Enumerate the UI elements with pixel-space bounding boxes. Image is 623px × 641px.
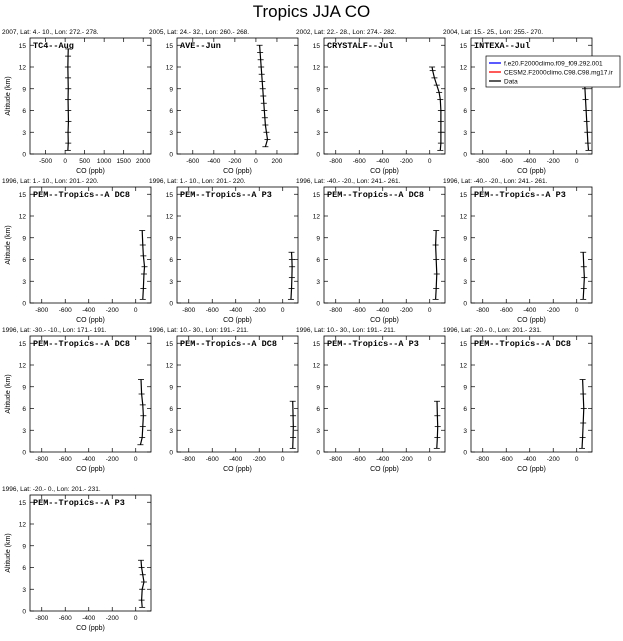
x-tick-label: 1000 [96,158,112,165]
x-tick-label: -400 [82,307,96,314]
x-tick-label: -800 [476,456,490,463]
y-tick-label: 0 [22,151,26,159]
data-line [293,401,294,448]
y-tick-label: 0 [463,151,467,159]
x-tick-label: -500 [39,158,53,165]
y-tick-label: 0 [463,449,467,457]
panel-frame [30,38,151,154]
y-tick-label: 9 [463,86,467,94]
legend-label: Data [504,78,518,86]
y-tick-label: 3 [169,427,173,435]
y-tick-label: 0 [316,449,320,457]
y-tick-label: 12 [312,362,320,370]
panel-header: 1996, Lat: -20.- 0., Lon: 201.- 231. [443,327,542,334]
panel-frame [30,495,151,611]
x-axis-label: CO (ppb) [370,466,399,473]
x-axis-label: CO (ppb) [76,168,105,175]
x-tick-label: -800 [35,456,49,463]
x-tick-label: 0 [63,158,67,165]
panel-frame [324,38,445,154]
y-tick-label: 12 [18,362,26,370]
y-tick-label: 0 [463,300,467,308]
panel-header: 1996, Lat: -40.- -20., Lon: 241.- 261. [443,178,548,185]
campaign-label: PEM--Tropics--A DC8 [33,339,130,349]
panel-header: 2004, Lat: 15.- 25., Lon: 255.- 270. [443,29,544,36]
campaign-label: AVE--Jun [180,41,221,51]
x-tick-label: -600 [352,456,366,463]
y-tick-label: 15 [312,42,320,50]
panel-frame [177,38,298,154]
y-tick-label: 15 [165,191,173,199]
panel-frame [30,187,151,303]
x-tick-label: -400 [523,456,537,463]
y-tick-label: 6 [169,406,173,413]
x-tick-label: 0 [427,307,432,314]
panel-frame [324,336,445,452]
y-tick-label: 3 [316,278,320,286]
y-tick-label: 3 [316,427,320,435]
x-tick-label: 0 [254,158,258,165]
y-tick-label: 9 [22,543,26,551]
campaign-label: PEM--Tropics--A P3 [474,190,566,200]
y-tick-label: 12 [312,213,320,221]
y-tick-label: 15 [18,191,26,199]
x-tick-label: -600 [205,307,219,314]
data-line [432,67,441,150]
x-tick-label: 2000 [135,158,151,165]
y-tick-label: 6 [22,406,26,413]
x-tick-label: -200 [105,307,119,314]
y-tick-label: 6 [463,257,467,264]
x-axis-label: CO (ppb) [517,168,546,175]
campaign-label: TC4--Aug [33,41,74,51]
x-tick-label: -800 [476,158,490,165]
x-tick-label: 0 [133,307,138,314]
y-tick-label: 15 [459,340,467,348]
panel-frame [324,187,445,303]
y-tick-label: 12 [459,213,467,221]
y-axis-label: Altitude (km) [5,225,12,265]
y-tick-label: 3 [463,427,467,435]
y-tick-label: 12 [165,362,173,370]
x-tick-label: 0 [427,158,432,165]
panel-header: 1996, Lat: -20.- 0., Lon: 201.- 231. [2,486,101,493]
y-tick-label: 15 [459,42,467,50]
y-tick-label: 15 [18,499,26,507]
x-tick-label: -200 [546,158,560,165]
x-tick-label: 1500 [116,158,131,165]
x-axis-label: CO (ppb) [223,317,252,324]
x-tick-label: -200 [105,456,119,463]
y-tick-label: 15 [18,340,26,348]
campaign-label: PEM--Tropics--A DC8 [180,339,277,349]
campaign-label: PEM--Tropics--A DC8 [327,190,424,200]
x-tick-label: -600 [58,615,72,622]
y-tick-label: 0 [22,449,26,457]
x-tick-label: -600 [205,456,219,463]
y-tick-label: 6 [22,108,26,115]
x-tick-label: -600 [499,307,513,314]
x-tick-label: -200 [399,456,413,463]
campaign-label: PEM--Tropics--A P3 [180,190,272,200]
y-tick-label: 12 [18,521,26,529]
x-tick-label: -400 [523,307,537,314]
campaign-label: CRYSTALF--Jul [327,41,394,51]
y-tick-label: 6 [22,257,26,264]
x-tick-label: -600 [352,307,366,314]
x-axis-label: CO (ppb) [76,466,105,473]
x-tick-label: -600 [499,456,513,463]
panel-header: 1996, Lat: 1.- 10., Lon: 201.- 220. [149,178,246,185]
x-tick-label: -400 [82,456,96,463]
data-line [436,231,437,300]
data-line [142,231,144,300]
panel-header: 2002, Lat: 22.- 28., Lon: 274.- 282. [296,29,397,36]
y-tick-label: 15 [312,340,320,348]
x-tick-label: -800 [182,456,196,463]
x-tick-label: 0 [280,307,285,314]
x-axis-label: CO (ppb) [223,466,252,473]
y-tick-label: 12 [165,64,173,72]
x-tick-label: -200 [546,307,560,314]
y-tick-label: 3 [22,278,26,286]
x-tick-label: -600 [186,158,200,165]
x-tick-label: -200 [252,456,266,463]
y-tick-label: 6 [463,406,467,413]
x-tick-label: 0 [574,158,579,165]
x-tick-label: -600 [352,158,366,165]
y-tick-label: 3 [316,129,320,137]
y-tick-label: 6 [169,108,173,115]
x-tick-label: -400 [82,615,96,622]
x-tick-label: -600 [58,456,72,463]
y-tick-label: 15 [165,340,173,348]
x-tick-label: -400 [229,456,243,463]
x-tick-label: -800 [35,615,49,622]
y-axis-label: Altitude (km) [5,374,12,414]
campaign-label: PEM--Tropics--A DC8 [33,190,130,200]
panel-frame [471,187,592,303]
panel-frame [177,187,298,303]
y-tick-label: 3 [22,129,26,137]
x-axis-label: CO (ppb) [517,466,546,473]
figure-title: Tropics JJA CO [252,2,371,21]
y-tick-label: 3 [22,427,26,435]
x-tick-label: 500 [79,158,91,165]
x-tick-label: -200 [546,456,560,463]
campaign-label: PEM--Tropics--A P3 [33,498,125,508]
y-tick-label: 0 [22,300,26,308]
x-tick-label: 0 [574,307,579,314]
x-tick-label: -800 [329,307,343,314]
legend-label: CESM2.F2000climo.C98.C98.mg17.ir [504,69,613,77]
campaign-label: PEM--Tropics--A DC8 [474,339,571,349]
x-tick-label: 0 [133,615,138,622]
x-tick-label: -400 [376,456,390,463]
panel-frame [177,336,298,452]
y-tick-label: 6 [316,108,320,115]
x-tick-label: 0 [133,456,138,463]
panel-header: 1996, Lat: 10.- 30., Lon: 191.- 211. [149,327,249,334]
x-axis-label: CO (ppb) [517,317,546,324]
x-tick-label: -800 [329,158,343,165]
x-tick-label: -800 [182,307,196,314]
panel-header: 1996, Lat: 10.- 30., Lon: 191.- 211. [296,327,396,334]
y-tick-label: 15 [165,42,173,50]
y-axis-label: Altitude (km) [5,533,12,573]
y-tick-label: 3 [169,129,173,137]
x-tick-label: -600 [499,158,513,165]
y-tick-label: 6 [169,257,173,264]
data-line [140,380,143,445]
panel-frame [471,38,592,154]
y-tick-label: 0 [169,300,173,308]
x-axis-label: CO (ppb) [223,168,252,175]
x-axis-label: CO (ppb) [76,317,105,324]
panel-header: 1996, Lat: -40.- -20., Lon: 241.- 261. [296,178,401,185]
y-tick-label: 9 [316,235,320,243]
x-tick-label: -400 [523,158,537,165]
x-tick-label: -600 [58,307,72,314]
y-tick-label: 9 [22,384,26,392]
y-tick-label: 6 [316,406,320,413]
y-tick-label: 0 [169,151,173,159]
x-tick-label: 0 [427,456,432,463]
y-tick-label: 0 [316,151,320,159]
y-tick-label: 12 [18,64,26,72]
x-tick-label: -200 [399,158,413,165]
y-tick-label: 9 [169,235,173,243]
y-tick-label: 3 [463,129,467,137]
panel-header: 1996, Lat: 1.- 10., Lon: 201.- 220. [2,178,99,185]
x-tick-label: -200 [399,307,413,314]
y-tick-label: 9 [22,86,26,94]
panel-header: 2007, Lat: 4.- 10., Lon: 272.- 278. [2,29,99,36]
y-axis-label: Altitude (km) [5,76,12,116]
data-line [437,401,438,448]
x-axis-label: CO (ppb) [370,317,399,324]
y-tick-label: 9 [22,235,26,243]
x-tick-label: 0 [574,456,579,463]
y-tick-label: 0 [169,449,173,457]
y-tick-label: 9 [169,384,173,392]
panel-frame [471,336,592,452]
y-tick-label: 15 [459,191,467,199]
panel-header: 1996, Lat: -30.- -10., Lon: 171.- 191. [2,327,107,334]
x-tick-label: 200 [271,158,283,165]
y-tick-label: 3 [169,278,173,286]
y-tick-label: 9 [463,235,467,243]
y-tick-label: 6 [22,565,26,572]
y-tick-label: 3 [463,278,467,286]
data-line [582,380,584,449]
x-tick-label: 0 [280,456,285,463]
panel-frame [30,336,151,452]
x-axis-label: CO (ppb) [370,168,399,175]
y-tick-label: 0 [316,300,320,308]
x-tick-label: -200 [228,158,242,165]
panel-header: 2005, Lat: 24.- 32., Lon: 260.- 268. [149,29,250,36]
x-tick-label: -400 [207,158,221,165]
y-tick-label: 12 [165,213,173,221]
y-tick-label: 3 [22,586,26,594]
x-tick-label: -400 [229,307,243,314]
data-line [583,252,584,299]
legend-label: f.e20.F2000climo.f09_f09.292.001 [504,60,603,68]
y-tick-label: 0 [22,608,26,616]
x-tick-label: -800 [476,307,490,314]
y-tick-label: 12 [312,64,320,72]
y-tick-label: 9 [169,86,173,94]
y-tick-label: 6 [316,257,320,264]
x-tick-label: -800 [35,307,49,314]
y-tick-label: 12 [18,213,26,221]
campaign-label: INTEXA--Jul [474,41,531,51]
y-tick-label: 6 [463,108,467,115]
y-tick-label: 9 [463,384,467,392]
x-tick-label: -800 [329,456,343,463]
y-tick-label: 15 [18,42,26,50]
x-tick-label: -400 [376,307,390,314]
y-tick-label: 15 [312,191,320,199]
campaign-label: PEM--Tropics--A P3 [327,339,419,349]
x-axis-label: CO (ppb) [76,625,105,632]
x-tick-label: -400 [376,158,390,165]
x-tick-label: -200 [105,615,119,622]
y-tick-label: 9 [316,86,320,94]
y-tick-label: 12 [459,362,467,370]
y-tick-label: 12 [459,64,467,72]
x-tick-label: -200 [252,307,266,314]
y-tick-label: 9 [316,384,320,392]
